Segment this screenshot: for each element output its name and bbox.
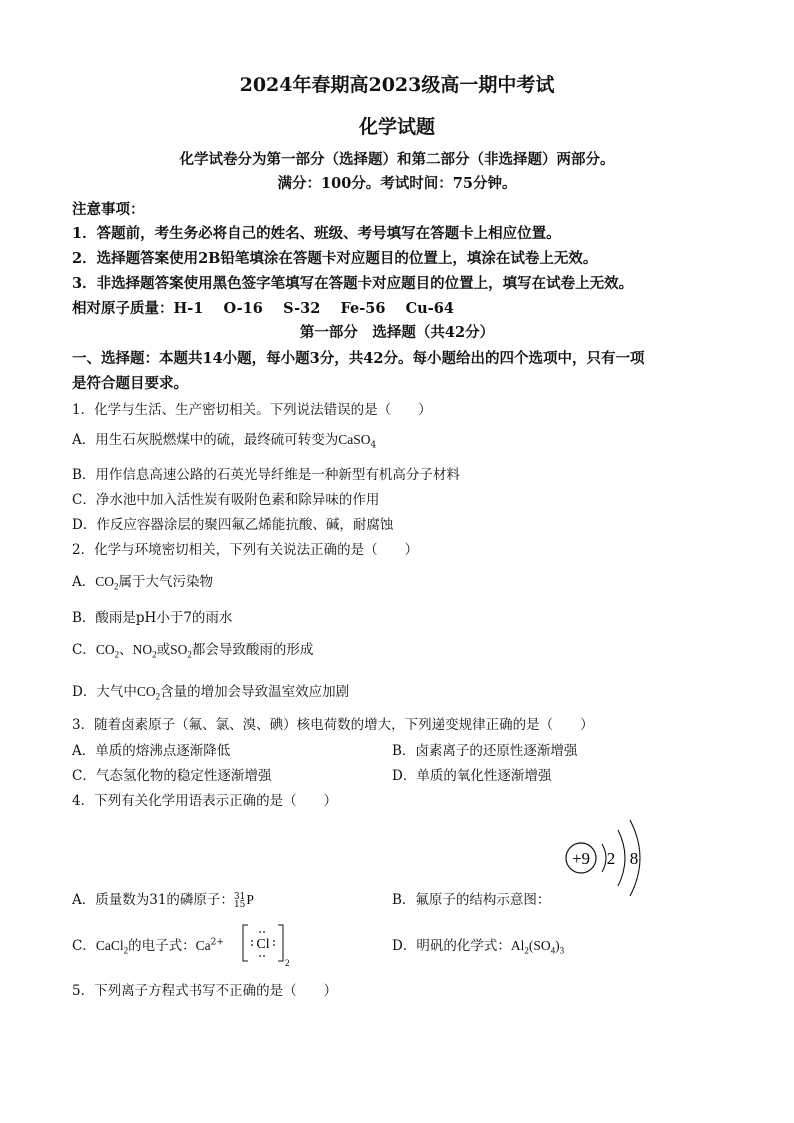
shell-arc-1 [602,844,606,872]
option-text: A．用生石灰脱燃煤中的硫，最终硫可转变为 [72,432,339,448]
exam-subtitle: 化学试题 [358,116,435,138]
option-d: D．作反应容器涂层的聚四氟乙烯能抗酸、碱，耐腐蚀 [72,517,394,533]
option-b: B．氟原子的结构示意图： [392,892,551,908]
option-label: A． [72,574,96,590]
option-c [72,638,313,660]
option-d [392,934,564,956]
atomic-number: 15 [233,899,246,910]
option-text: D．明矾的化学式： [392,938,511,954]
element-symbol: P [246,892,254,907]
question-stem: 1．化学与生活、生产密切相关。下列说法错误的是（ ） [72,402,432,418]
shell-electrons-1: 2 [606,849,616,868]
option-d [72,680,349,702]
formula-so2: $SO_2$ [170,642,192,660]
formula-co2: $CO_2$ [95,642,120,660]
right-bracket [278,925,283,961]
note-item: 3．非选择题答案使用黑色签字笔填写在答题卡对应题目的位置上，填写在试卷上无效。 [72,275,634,292]
mass-number: 31 [233,891,246,902]
option-a [72,428,376,451]
cation-charge: 2+ [210,937,224,948]
option-b: B．酸雨是pH小于7的雨水 [72,610,233,626]
option-c: C．净水池中加入活性炭有吸附色素和除异味的作用 [72,492,380,508]
question-stem: 4．下列有关化学用语表示正确的是（ ） [72,793,338,809]
exam-title: 2024年春期高2023级高一期中考试 [239,74,555,96]
formula-no2: $NO_2$ [132,642,157,660]
option-text: 属于大气污染物 [118,574,214,590]
cation-symbol: Ca [195,938,211,953]
conjunction: 或 [156,642,171,658]
option-label: C． [72,938,96,954]
atomic-mass-cu: Cu-64 [405,300,454,317]
left-bracket [243,925,248,961]
option-a [72,570,213,592]
atomic-mass-h: H-1 [173,300,204,317]
option-text: A．质量数为31的磷原子： [72,892,234,908]
option-text: 含量的增加会导致温室效应加剧 [160,684,350,700]
chloride-electron-dot [240,922,292,968]
formula-alum: $Al_2(SO_4)_3$ [510,938,565,956]
formula-cacl2: CaCl$_2$ [95,938,129,956]
option-c: C．气态氢化物的稳定性逐渐增强 [72,768,272,784]
atomic-mass-fe: Fe-56 [340,300,386,317]
nucleus-charge: +9 [571,849,591,868]
anion-multiplier: 2 [285,958,290,968]
part1-heading: 第一部分 选择题（共42分） [299,324,495,341]
atomic-mass-label: 相对原子质量： [72,300,174,317]
isotope-numbers [234,893,245,909]
option-b: B．卤素离子的还原性逐渐增强 [392,743,578,759]
note-item: 1．答题前，考生务必将自己的姓名、班级、考号填写在答题卡上相应位置。 [72,225,561,242]
shell-electrons-2: 8 [629,849,639,868]
atomic-mass-s: S-32 [283,300,321,317]
option-c [72,934,224,956]
option-text: D．大气中 [72,684,137,700]
part1-instruction: 是符合题目要求。 [72,375,188,392]
separator: 、 [119,642,133,658]
formula-co2: $CO_2$ [136,684,161,702]
question-stem: 3．随着卤素原子（氟、氯、溴、碘）核电荷数的增大，下列递变规律正确的是（ ） [72,717,594,733]
score-time: 满分：100分。考试时间：75分钟。 [277,175,517,192]
option-d: D．单质的氧化性逐渐增强 [392,768,552,784]
shell-arc-2 [618,830,625,886]
exam-intro: 化学试卷分为第一部分（选择题）和第二部分（非选择题）两部分。 [179,151,615,168]
chlorine-symbol: Cl [256,937,270,952]
question-stem: 5．下列离子方程式书写不正确的是（ ） [72,983,338,999]
part1-instruction: 一、选择题：本题共14小题，每小题3分，共42分。每小题给出的四个选项中，只有一项 [72,350,645,367]
atomic-masses [72,297,454,318]
subscript: 4 [370,440,377,451]
option-b: B．用作信息高速公路的石英光导纤维是一种新型有机高分子材料 [72,467,460,483]
fluorine-atom-diagram [560,818,660,898]
option-a: A．单质的熔沸点逐渐降低 [72,743,231,759]
note-item: 2．选择题答案使用2B铅笔填涂在答题卡对应题目的位置上，填涂在试卷上无效。 [72,250,598,267]
option-a [72,888,254,909]
formula: CaSO [338,432,371,447]
atomic-mass-o: O-16 [223,300,263,317]
question-stem: 2．化学与环境密切相关，下列有关说法正确的是（ ） [72,542,419,558]
notes-heading: 注意事项： [72,201,145,218]
option-label: C． [72,642,96,658]
option-text: 都会导致酸雨的形成 [191,642,314,658]
formula-co2: $CO_2$ [95,574,119,592]
option-text: 的电子式： [128,938,196,954]
